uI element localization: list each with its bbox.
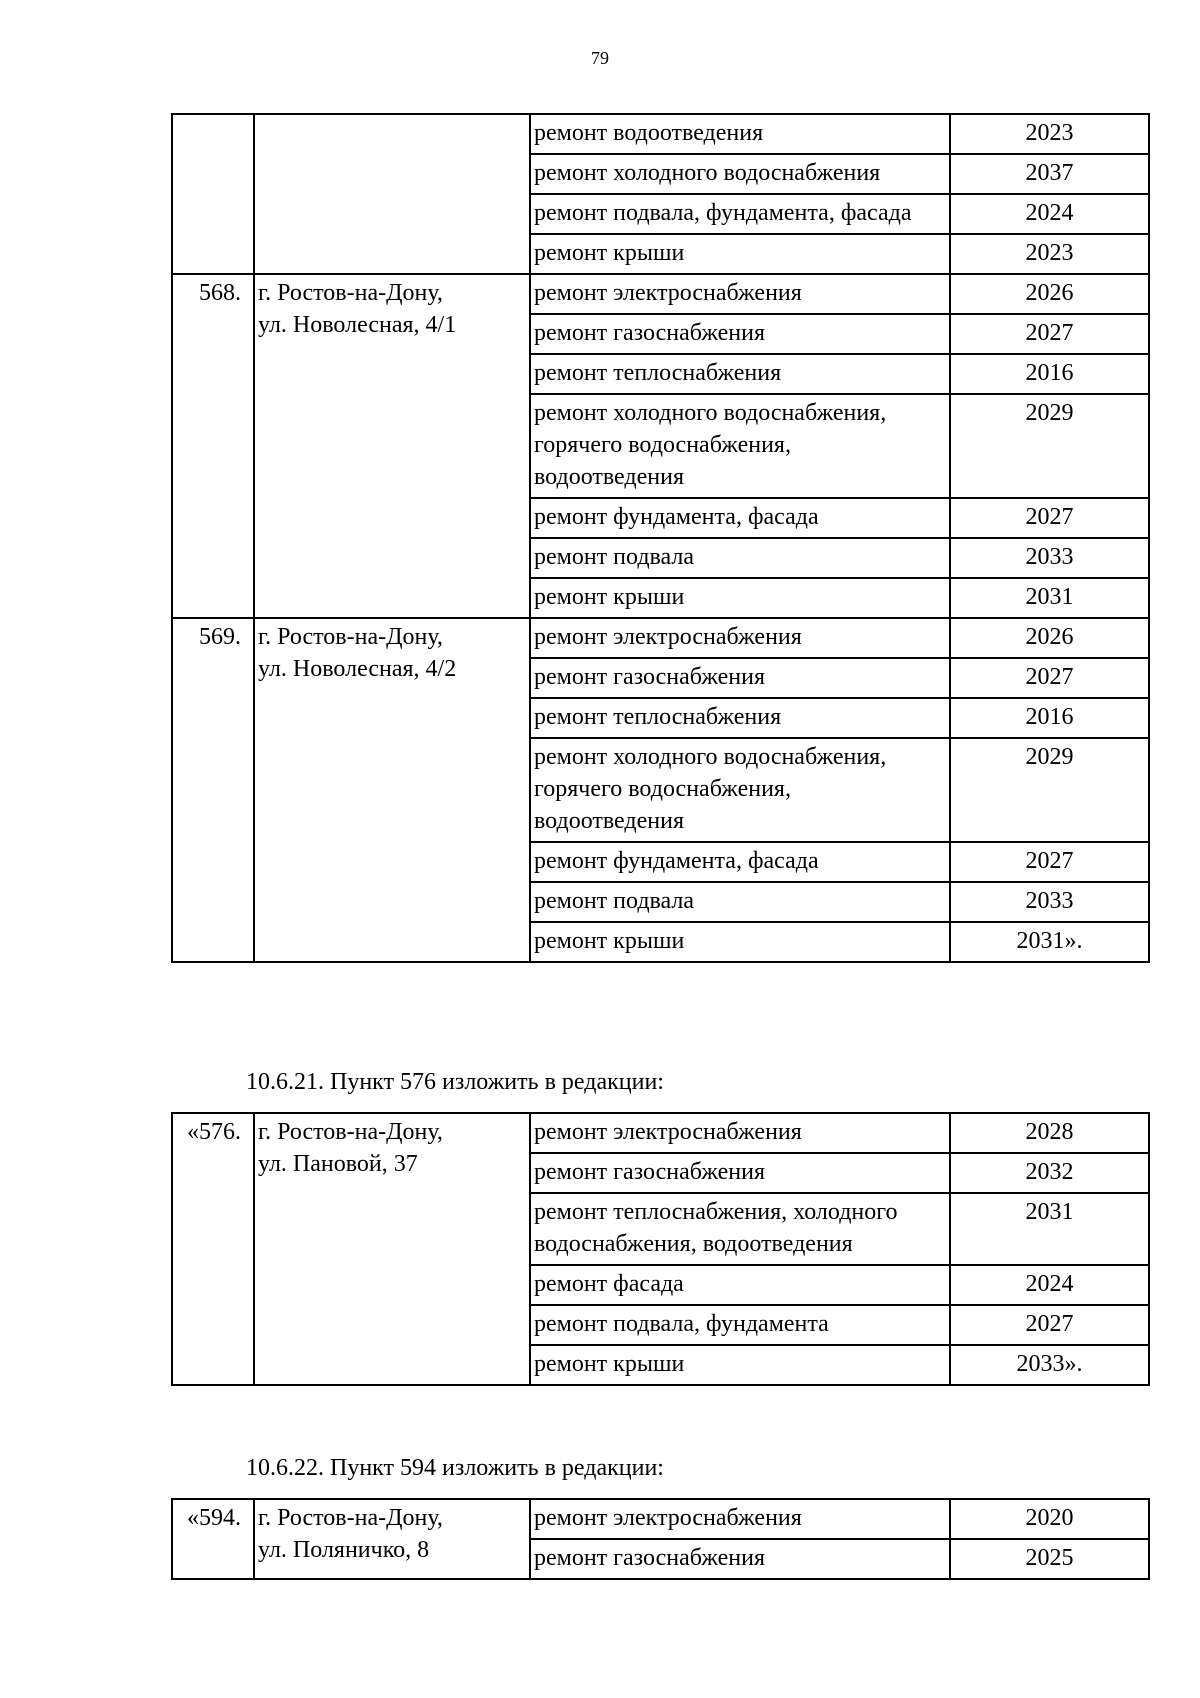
table-row [172, 618, 1149, 658]
repair-schedule-table-3 [171, 1498, 1150, 1580]
address-cell [254, 1113, 530, 1385]
year: 2026 [950, 618, 1149, 658]
work-type: ремонт крыши [530, 1345, 950, 1385]
table-row [172, 1113, 1149, 1153]
year: 2016 [950, 354, 1149, 394]
year: 2023 [950, 234, 1149, 274]
repair-schedule-table-2 [171, 1112, 1150, 1386]
work-type: ремонт фундамента, фасада [530, 842, 950, 882]
address-line: г. Ростов-на-Дону, [258, 1119, 443, 1145]
address-cell [254, 1499, 530, 1579]
year: 2033 [950, 882, 1149, 922]
year: 2031». [950, 922, 1149, 962]
item-number: «594. [172, 1499, 254, 1579]
work-type: ремонт подвала [530, 882, 950, 922]
address-cell [254, 114, 530, 274]
address-line: г. Ростов-на-Дону, [258, 1505, 443, 1531]
work-type: ремонт подвала [530, 538, 950, 578]
year: 2025 [950, 1539, 1149, 1579]
address-cell [254, 274, 530, 618]
table-row [172, 274, 1149, 314]
work-type: ремонт теплоснабжения, холодного водоснабжения, водоотведения [530, 1193, 950, 1265]
address-line: г. Ростов-на-Дону, [258, 624, 443, 650]
work-type: ремонт газоснабжения [530, 314, 950, 354]
year: 2033». [950, 1345, 1149, 1385]
year: 2023 [950, 114, 1149, 154]
work-type: ремонт водоотведения [530, 114, 950, 154]
year: 2031 [950, 578, 1149, 618]
item-number: 569. [172, 618, 254, 962]
work-type: ремонт холодного водоснабжения, горячего водоснабжения, водоотведения [530, 738, 950, 842]
year: 2026 [950, 274, 1149, 314]
year: 2027 [950, 498, 1149, 538]
item-number: 568. [172, 274, 254, 618]
work-type: ремонт подвала, фундамента, фасада [530, 194, 950, 234]
work-type: ремонт электроснабжения [530, 618, 950, 658]
year: 2032 [950, 1153, 1149, 1193]
work-type: ремонт электроснабжения [530, 274, 950, 314]
year: 2020 [950, 1499, 1149, 1539]
address-line: ул. Пановой, 37 [258, 1151, 418, 1177]
address-line: ул. Новолесная, 4/2 [258, 656, 457, 682]
address-line: ул. Поляничко, 8 [258, 1537, 430, 1563]
work-type: ремонт фасада [530, 1265, 950, 1305]
work-type: ремонт фундамента, фасада [530, 498, 950, 538]
year: 2028 [950, 1113, 1149, 1153]
work-type: ремонт холодного водоснабжения [530, 154, 950, 194]
work-type: ремонт крыши [530, 922, 950, 962]
year: 2027 [950, 658, 1149, 698]
year: 2027 [950, 314, 1149, 354]
work-type: ремонт газоснабжения [530, 1539, 950, 1579]
work-type: ремонт крыши [530, 578, 950, 618]
work-type: ремонт электроснабжения [530, 1499, 950, 1539]
year: 2031 [950, 1193, 1149, 1265]
work-type: ремонт холодного водоснабжения, горячего водоснабжения, водоотведения [530, 394, 950, 498]
address-line: ул. Новолесная, 4/1 [258, 312, 457, 338]
year: 2024 [950, 194, 1149, 234]
address-cell [254, 618, 530, 962]
item-number [172, 114, 254, 274]
year: 2027 [950, 1305, 1149, 1345]
work-type: ремонт газоснабжения [530, 1153, 950, 1193]
paragraph-item-594: 10.6.22. Пункт 594 изложить в редакции: [246, 1455, 664, 1481]
work-type: ремонт теплоснабжения [530, 698, 950, 738]
repair-schedule-table-1 [171, 113, 1150, 963]
page-number: 79 [591, 48, 609, 68]
work-type: ремонт газоснабжения [530, 658, 950, 698]
year: 2024 [950, 1265, 1149, 1305]
work-type: ремонт теплоснабжения [530, 354, 950, 394]
work-type: ремонт подвала, фундамента [530, 1305, 950, 1345]
work-type: ремонт крыши [530, 234, 950, 274]
year: 2033 [950, 538, 1149, 578]
year: 2029 [950, 738, 1149, 842]
table-row [172, 114, 1149, 154]
work-type: ремонт электроснабжения [530, 1113, 950, 1153]
paragraph-item-576: 10.6.21. Пункт 576 изложить в редакции: [246, 1069, 664, 1095]
item-number: «576. [172, 1113, 254, 1385]
table-row [172, 1499, 1149, 1539]
year: 2027 [950, 842, 1149, 882]
year: 2016 [950, 698, 1149, 738]
address-line: г. Ростов-на-Дону, [258, 280, 443, 306]
year: 2037 [950, 154, 1149, 194]
year: 2029 [950, 394, 1149, 498]
